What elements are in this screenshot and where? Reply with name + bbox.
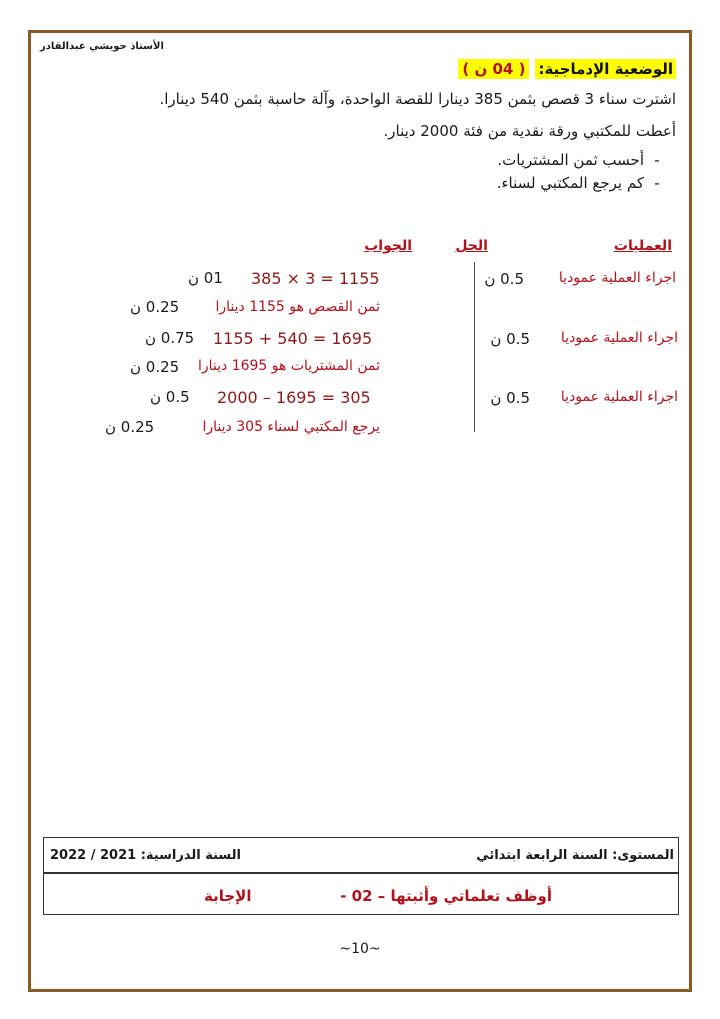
exercise-title	[458, 60, 676, 78]
answer-points: 0.25 ن	[130, 358, 180, 376]
equation-points: 0.5 ن	[150, 388, 190, 406]
equation: 2000 – 1695 = 305	[217, 388, 371, 407]
equation-points: 01 ن	[188, 269, 223, 287]
answer-points: 0.25 ن	[105, 418, 155, 436]
task-text: أحسب ثمن المشتريات.	[497, 151, 644, 169]
school-year: السنة الدراسية: 2021 / 2022	[50, 848, 241, 863]
equation-points: 0.75 ن	[145, 329, 195, 347]
equation: 385 × 3 = 1155	[251, 269, 380, 288]
answer-text: يرجع المكتبي لسناء 305 دينارا	[202, 419, 380, 435]
exercise-title-label: الوضعية الإدماجية:	[535, 59, 676, 79]
header-answer: الجواب	[364, 238, 412, 254]
operation-label: اجراء العملية عموديا	[558, 270, 676, 286]
header-solution: الحل	[455, 238, 488, 254]
answer-label: الإجابة	[204, 887, 252, 905]
operation-points: 0.5 ن	[484, 270, 524, 288]
bullet: -	[654, 174, 660, 192]
info-box-divider	[44, 872, 678, 874]
exercise-points: ( 04 ن )	[458, 59, 529, 79]
page-number: ~10~	[339, 941, 381, 957]
statement-line-2: أعطت للمكتبي ورقة نقدية من فئة 2000 دينار.	[383, 122, 676, 140]
operation-label: اجراء العملية عموديا	[560, 389, 678, 405]
operation-points: 0.5 ن	[490, 389, 530, 407]
author-name: الأستاذ حويشي عبدالقادر	[40, 41, 164, 52]
answer-text: ثمن القصص هو 1155 دينارا	[215, 299, 380, 315]
task-item	[497, 151, 670, 169]
level-label: المستوى: السنة الرابعة ابتدائي	[476, 848, 674, 863]
operation-points: 0.5 ن	[490, 330, 530, 348]
column-divider	[474, 262, 475, 432]
operation-label: اجراء العملية عموديا	[560, 330, 678, 346]
header-operations: العمليات	[613, 238, 672, 254]
bullet: -	[654, 151, 660, 169]
answer-text: ثمن المشتريات هو 1695 دينارا	[197, 358, 380, 374]
task-text: كم يرجع المكتبي لسناء.	[496, 174, 644, 192]
task-item	[497, 174, 670, 192]
statement-line-1: اشترت سناء 3 قصص بثمن 385 دينارا للقصة الواحدة، وآلة حاسبة بثمن 540 دينارا.	[159, 90, 676, 108]
equation: 1155 + 540 = 1695	[213, 329, 373, 348]
subject-title: أوظف تعلماتي وأثبتها – 02 -	[340, 887, 552, 905]
answer-points: 0.25 ن	[130, 298, 180, 316]
